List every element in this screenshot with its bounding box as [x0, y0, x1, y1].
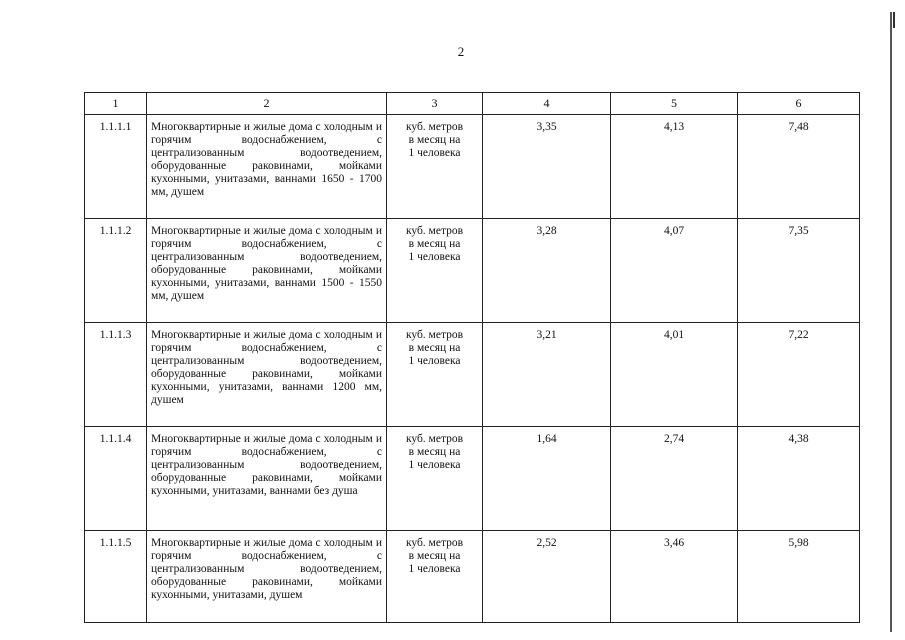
row-unit [387, 531, 483, 623]
row-unit [387, 219, 483, 323]
unit-line: 1 человека [408, 251, 461, 263]
unit-line: 1 человека [408, 355, 461, 367]
unit-line: в месяц на [408, 134, 461, 146]
table-row [85, 323, 860, 427]
row-value-col5: 3,46 [611, 531, 738, 623]
table-row [85, 427, 860, 531]
header-col-2: 2 [147, 93, 387, 115]
unit-line: 1 человека [408, 147, 461, 159]
row-value-col5: 4,13 [611, 115, 738, 219]
consumption-norms-table [84, 92, 860, 623]
row-value-col6: 7,48 [738, 115, 860, 219]
header-col-1: 1 [85, 93, 147, 115]
row-value-col6: 4,38 [738, 427, 860, 531]
row-value-col4: 3,35 [483, 115, 611, 219]
row-value-col6: 5,98 [738, 531, 860, 623]
table-row [85, 115, 860, 219]
row-code: 1.1.1.4 [85, 427, 147, 531]
table-header-row [85, 93, 860, 115]
page-number: 2 [457, 44, 465, 59]
unit-line: куб. метров [405, 225, 464, 237]
header-col-3: 3 [387, 93, 483, 115]
header-col-5: 5 [611, 93, 738, 115]
unit-line: куб. метров [405, 537, 464, 549]
row-value-col4: 3,21 [483, 323, 611, 427]
row-description: Многоквартирные и жилые дома с холодным и горячим водоснабжением, с централизованным водоотведением, оборудованные раковинами, мойками кухонными, унитазами, ваннами 1200 мм, душем [147, 323, 387, 427]
unit-line: 1 человека [408, 563, 461, 575]
table-row [85, 531, 860, 623]
row-value-col6: 7,35 [738, 219, 860, 323]
unit-line: в месяц на [408, 238, 461, 250]
row-value-col4: 1,64 [483, 427, 611, 531]
unit-line: куб. метров [405, 121, 464, 133]
row-value-col4: 3,28 [483, 219, 611, 323]
row-value-col4: 2,52 [483, 531, 611, 623]
unit-line: куб. метров [405, 433, 464, 445]
unit-line: в месяц на [408, 550, 461, 562]
row-value-col5: 4,07 [611, 219, 738, 323]
scan-edge-line [890, 12, 892, 632]
header-col-4: 4 [483, 93, 611, 115]
unit-line: в месяц на [408, 446, 461, 458]
unit-line: в месяц на [408, 342, 461, 354]
row-value-col5: 4,01 [611, 323, 738, 427]
table-row [85, 219, 860, 323]
row-value-col5: 2,74 [611, 427, 738, 531]
row-description: Многоквартирные и жилые дома с холодным и горячим водоснабжением, с централизованным водоотведением, оборудованные раковинами, мойками кухонными, унитазами, ваннами 1650 - 1700 мм, душем [147, 115, 387, 219]
row-value-col6: 7,22 [738, 323, 860, 427]
row-unit [387, 427, 483, 531]
row-description: Многоквартирные и жилые дома с холодным и горячим водоснабжением, с централизованным водоотведением, оборудованные раковинами, мойками кухонными, унитазами, душем [147, 531, 387, 623]
header-col-6: 6 [738, 93, 860, 115]
row-code: 1.1.1.2 [85, 219, 147, 323]
row-code: 1.1.1.3 [85, 323, 147, 427]
row-unit [387, 115, 483, 219]
unit-line: куб. метров [405, 329, 464, 341]
row-code: 1.1.1.1 [85, 115, 147, 219]
row-unit [387, 323, 483, 427]
scan-edge-tick [893, 12, 895, 28]
unit-line: 1 человека [408, 459, 461, 471]
row-description: Многоквартирные и жилые дома с холодным и горячим водоснабжением, с централизованным водоотведением, оборудованные раковинами, мойками кухонными, унитазами, ваннами без душа [147, 427, 387, 531]
row-description: Многоквартирные и жилые дома с холодным и горячим водоснабжением, с централизованным водоотведением, оборудованные раковинами, мойками кухонными, унитазами, ваннами 1500 - 1550 мм, душем [147, 219, 387, 323]
row-code: 1.1.1.5 [85, 531, 147, 623]
